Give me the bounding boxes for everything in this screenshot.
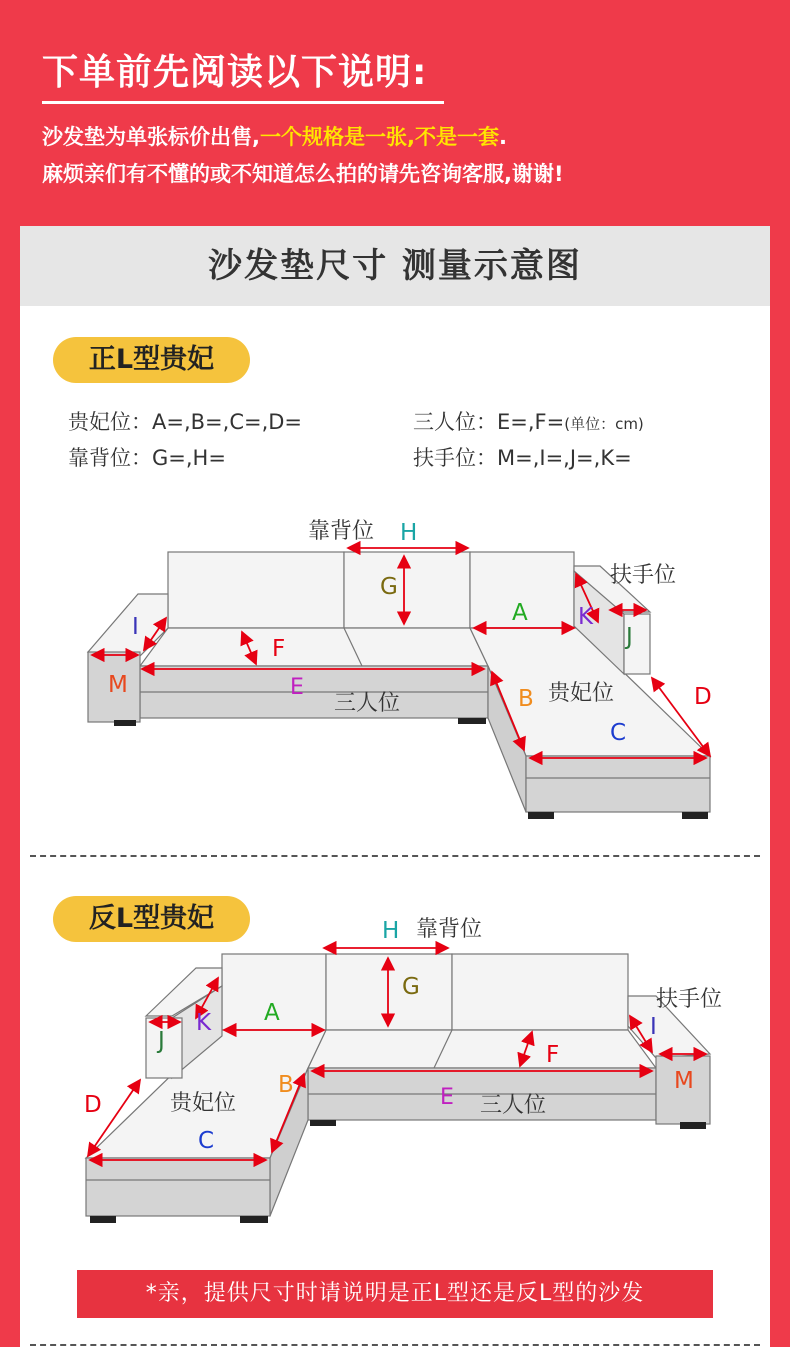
letter-I: I <box>132 614 139 640</box>
leg <box>240 1216 268 1223</box>
letter-B: B <box>518 686 534 712</box>
leg <box>458 718 486 724</box>
letter-D: D <box>694 684 712 710</box>
spec-back: 靠背位：G=,H= <box>68 446 226 470</box>
leg <box>528 812 554 819</box>
label-chaise: 贵妃位 <box>170 1091 237 1116</box>
letter-C: C <box>198 1128 215 1154</box>
notice-highlight: 一个规格是一张,不是一套 <box>259 125 499 149</box>
letter-H: H <box>400 520 418 546</box>
letter-C: C <box>610 720 627 746</box>
leg <box>680 1122 706 1129</box>
letter-A: A <box>264 1000 280 1026</box>
label-arm: 扶手位 <box>610 563 677 588</box>
letter-M: M <box>108 672 128 698</box>
letter-E: E <box>440 1085 454 1110</box>
letter-B: B <box>278 1072 294 1098</box>
letter-F: F <box>546 1042 560 1068</box>
divider-1 <box>30 855 760 857</box>
chaise-front <box>86 1158 270 1216</box>
back-cushion-1 <box>168 552 344 628</box>
letter-D: D <box>84 1092 102 1118</box>
leg <box>90 1216 116 1223</box>
spec-chaise: 贵妃位：A=,B=,C=,D= <box>68 410 303 434</box>
chaise-front <box>526 756 710 812</box>
back-cushion-3 <box>452 954 628 1030</box>
label-chaise: 贵妃位 <box>548 681 615 706</box>
label-three-seat: 三人位 <box>480 1093 547 1118</box>
back-cushion-2 <box>326 954 452 1030</box>
letter-A: A <box>512 600 528 626</box>
letter-H: H <box>382 918 400 944</box>
letter-J: J <box>158 1028 165 1054</box>
measure-panel <box>20 226 770 1347</box>
letter-G: G <box>402 974 420 1000</box>
letter-K: K <box>196 1010 212 1036</box>
seat-top <box>140 628 488 666</box>
label-arm: 扶手位 <box>656 987 723 1012</box>
leg <box>114 720 136 726</box>
back-cushion-2 <box>344 552 470 628</box>
letter-E: E <box>290 675 304 700</box>
notice-line-1 <box>42 121 507 151</box>
section-badge-reverse-l: 反L型贵妃 <box>53 896 250 942</box>
letter-M: M <box>674 1068 694 1094</box>
diagram-reverse-l <box>86 954 710 1223</box>
letter-I: I <box>650 1014 657 1040</box>
notice-line-2: 麻烦亲们有不懂的或不知道怎么拍的请先咨询客服,谢谢! <box>42 162 564 186</box>
letter-K: K <box>578 604 594 630</box>
divider-2 <box>30 1344 760 1346</box>
seat-top <box>308 1030 656 1068</box>
label-back: 靠背位 <box>308 519 375 544</box>
label-three-seat: 三人位 <box>334 691 401 716</box>
letter-F: F <box>272 636 286 662</box>
diagram-normal-l <box>88 552 710 819</box>
sofa-diagrams <box>20 226 770 1347</box>
spec-unit: (单位：cm) <box>564 415 644 433</box>
section-badge-normal-l: 正L型贵妃 <box>53 337 250 383</box>
notice-text-2: . <box>498 125 507 149</box>
notice-text-1: 沙发垫为单张标价出售, <box>42 125 260 149</box>
spec-three-text: 三人位：E=,F= <box>413 410 565 434</box>
footer-banner: *亲，提供尺寸时请说明是正L型还是反L型的沙发 <box>77 1270 713 1318</box>
label-back: 靠背位 <box>416 917 483 942</box>
leg <box>682 812 708 819</box>
panel-title: 沙发垫尺寸 测量示意图 <box>20 226 770 306</box>
leg <box>310 1120 336 1126</box>
page-title: 下单前先阅读以下说明: <box>42 52 428 93</box>
title-underline <box>42 101 444 104</box>
letter-J: J <box>626 624 633 650</box>
letter-G: G <box>380 574 398 600</box>
spec-arm: 扶手位：M=,I=,J=,K= <box>413 446 632 470</box>
